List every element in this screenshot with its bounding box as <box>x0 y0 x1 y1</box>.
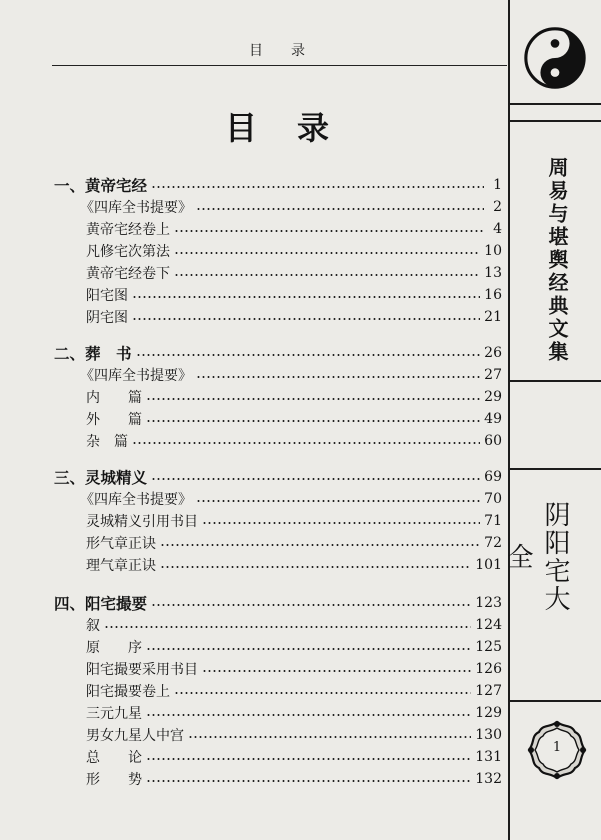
yin-yang-icon <box>524 27 586 89</box>
dot-leader <box>146 758 471 760</box>
toc-page-number: 71 <box>484 513 502 529</box>
toc-page-number: 21 <box>484 309 502 325</box>
toc-entry-label: 原 序 <box>86 640 142 656</box>
toc-entry-row <box>54 387 502 407</box>
toc-entry-row <box>54 659 502 679</box>
dot-leader <box>146 648 471 650</box>
toc-entry-row <box>54 555 502 575</box>
dot-leader <box>146 780 471 782</box>
toc-page-number: 26 <box>484 345 502 361</box>
toc-page-number: 126 <box>475 661 502 677</box>
running-head: 目录 <box>249 43 333 59</box>
toc-entry-label: 内 篇 <box>86 390 142 406</box>
toc-entry-row <box>54 747 502 767</box>
dot-leader <box>104 626 471 628</box>
toc-entry-label: 二、葬 书 <box>54 345 132 363</box>
dot-leader <box>174 692 471 694</box>
toc-entry-label: 《四库全书提要》 <box>80 492 192 508</box>
dot-leader <box>136 354 481 356</box>
series-title: 周易与堪舆经典文集 <box>545 156 569 364</box>
toc-chapter-row <box>54 593 502 613</box>
toc-page-number: 60 <box>484 433 502 449</box>
toc-page-number: 69 <box>484 469 502 485</box>
toc-entry-label: 形气章正诀 <box>86 536 156 552</box>
dot-leader <box>146 714 471 716</box>
side-panel <box>503 0 601 840</box>
toc-page-number: 130 <box>475 727 502 743</box>
page-number: 1 <box>552 740 562 755</box>
dot-leader <box>174 274 480 276</box>
toc-page-number: 123 <box>475 595 502 611</box>
toc-entry-label: 男女九星人中宫 <box>86 728 184 744</box>
dot-leader <box>174 252 480 254</box>
dot-leader <box>174 230 484 232</box>
toc-page-number: 49 <box>484 411 502 427</box>
toc-page-number: 27 <box>484 367 502 383</box>
side-rule <box>510 103 601 105</box>
toc-entry-row <box>54 533 502 553</box>
toc-entry-row <box>54 637 502 657</box>
dot-leader <box>196 208 484 210</box>
dot-leader <box>132 442 480 444</box>
dot-leader <box>202 670 471 672</box>
side-rule <box>510 700 601 702</box>
toc-chapter-row <box>54 343 502 363</box>
toc-page-number: 131 <box>475 749 502 765</box>
dot-leader <box>151 186 484 188</box>
toc-entry-row <box>54 285 502 305</box>
dot-leader <box>132 318 480 320</box>
dot-leader <box>188 736 471 738</box>
toc-page-number: 2 <box>493 199 502 215</box>
toc-entry-label: 《四库全书提要》 <box>80 200 192 216</box>
toc-entry-label: 阳宅撮要采用书目 <box>86 662 198 678</box>
toc-entry-label: 阳宅图 <box>86 288 128 304</box>
toc-entry-label: 阴宅图 <box>86 310 128 326</box>
toc-page-number: 132 <box>475 771 502 787</box>
side-rule <box>510 120 601 122</box>
toc-entry-row <box>54 489 502 509</box>
toc-entry-row <box>54 197 502 217</box>
toc-page-number: 72 <box>484 535 502 551</box>
toc-entry-row <box>54 703 502 723</box>
side-rule <box>510 380 601 382</box>
toc-chapter-row <box>54 467 502 487</box>
toc-entry-row <box>54 365 502 385</box>
toc-entry-label: 理气章正诀 <box>86 558 156 574</box>
dot-leader <box>146 398 480 400</box>
toc-page-number: 101 <box>475 557 502 573</box>
toc-entry-label: 三、灵城精义 <box>54 469 148 487</box>
toc-entry-row <box>54 409 502 429</box>
toc-entry-label: 总 论 <box>86 750 142 766</box>
toc-page-number: 1 <box>493 177 502 193</box>
dot-leader <box>196 500 480 502</box>
toc-entry-label: 叙 <box>86 618 100 634</box>
toc-entry-label: 凡修宅次第法 <box>86 244 170 260</box>
dot-leader <box>151 604 471 606</box>
dot-leader <box>160 544 480 546</box>
page-title: 目录 <box>224 109 369 147</box>
toc-page-number: 129 <box>475 705 502 721</box>
dot-leader <box>132 296 480 298</box>
toc-chapter-row <box>54 175 502 195</box>
toc-page-number: 70 <box>484 491 502 507</box>
toc-entry-row <box>54 219 502 239</box>
toc-page-number: 124 <box>475 617 502 633</box>
toc-entry-row <box>54 307 502 327</box>
toc-page-number: 4 <box>493 221 502 237</box>
toc-entry-label: 形 势 <box>86 772 142 788</box>
toc-page-number: 29 <box>484 389 502 405</box>
side-rule <box>510 468 601 470</box>
dot-leader <box>202 522 480 524</box>
toc-page-number: 125 <box>475 639 502 655</box>
toc-entry-label: 《四库全书提要》 <box>80 368 192 384</box>
toc-page-number: 127 <box>475 683 502 699</box>
toc-entry-label: 黄帝宅经卷下 <box>86 266 170 282</box>
toc-entry-label: 一、黄帝宅经 <box>54 177 148 195</box>
toc-entry-row <box>54 615 502 635</box>
toc-entry-row <box>54 431 502 451</box>
dot-leader <box>196 376 480 378</box>
toc-entry-label: 三元九星 <box>86 706 142 722</box>
toc-page-number: 16 <box>484 287 502 303</box>
book-title: 阴阳宅大全 <box>503 501 570 613</box>
toc-entry-row <box>54 241 502 261</box>
toc-entry-label: 黄帝宅经卷上 <box>86 222 170 238</box>
toc-entry-row <box>54 725 502 745</box>
dot-leader <box>151 478 480 480</box>
header-rule <box>52 65 507 66</box>
toc-entry-row <box>54 263 502 283</box>
toc-entry-row <box>54 511 502 531</box>
toc-entry-row <box>54 681 502 701</box>
dot-leader <box>160 566 471 568</box>
toc-page-number: 13 <box>484 265 502 281</box>
toc-page-number: 10 <box>484 243 502 259</box>
toc-entry-label: 四、阳宅撮要 <box>54 595 148 613</box>
toc-entry-label: 灵城精义引用书目 <box>86 514 198 530</box>
toc-entry-label: 阳宅撮要卷上 <box>86 684 170 700</box>
toc-entry-label: 外 篇 <box>86 412 142 428</box>
toc-entry-row <box>54 769 502 789</box>
toc-entry-label: 杂 篇 <box>86 434 128 450</box>
dot-leader <box>146 420 480 422</box>
